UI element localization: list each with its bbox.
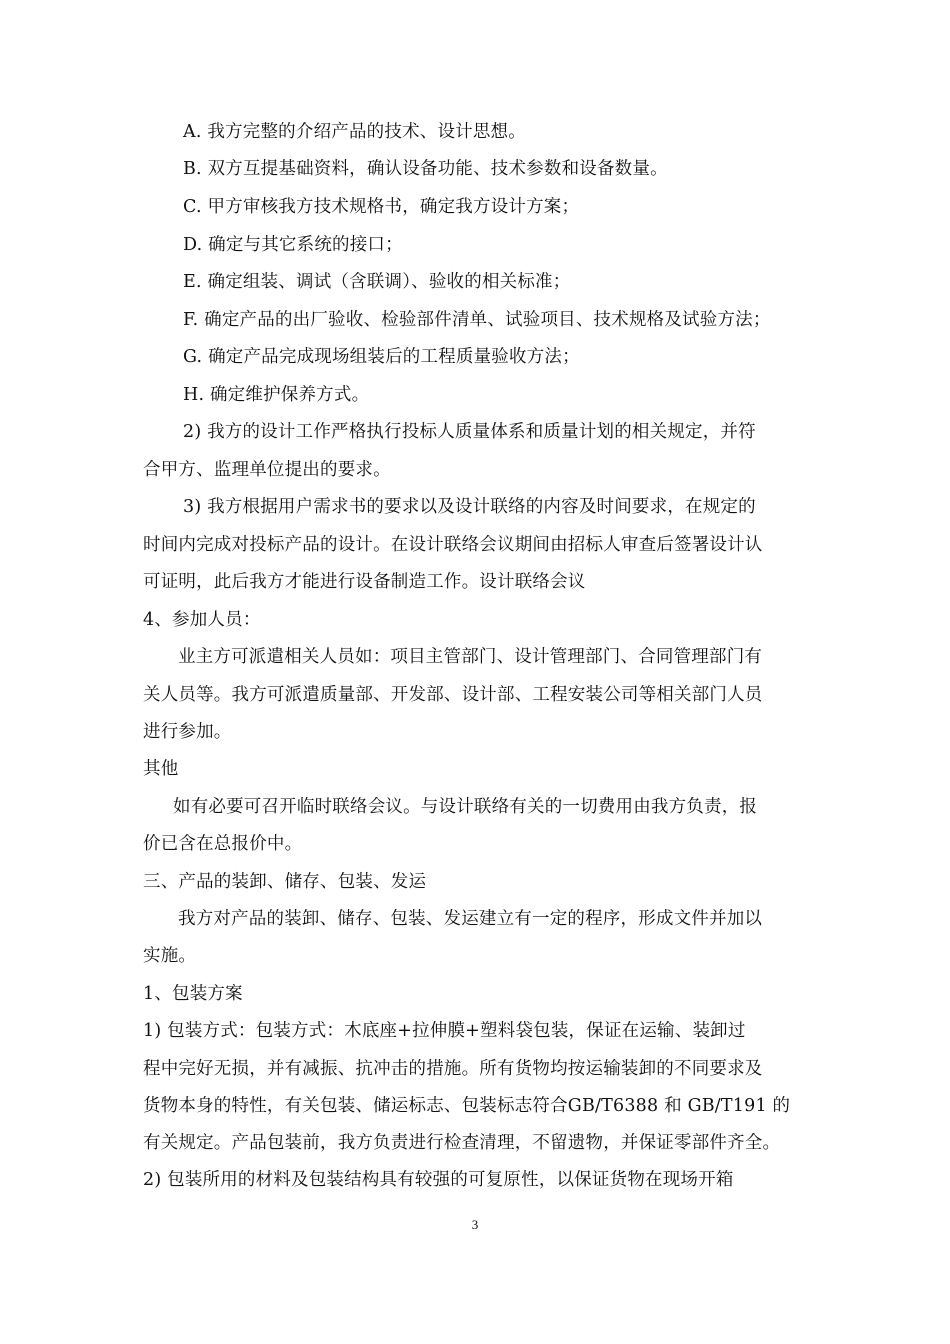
participants-line-3: 进行参加。 — [143, 722, 232, 742]
packaging-1-line-3: 货物本身的特性，有关包装、储运标志、包装标志符合GB/T6388 和 GB/T191 的 — [143, 1096, 791, 1116]
list-item-c: C. 甲方审核我方技术规格书，确定我方设计方案； — [183, 197, 580, 217]
heading-participants: 4、参加人员： — [143, 610, 261, 630]
page-number: 3 — [471, 1217, 479, 1232]
section-3-intro-line-2: 实施。 — [143, 946, 197, 966]
list-item-a: A. 我方完整的介绍产品的技术、设计思想。 — [183, 122, 526, 142]
list-item-d: D. 确定与其它系统的接口； — [183, 235, 403, 255]
section-3-heading: 三、产品的装卸、储存、包装、发运 — [143, 872, 427, 892]
heading-other: 其他 — [143, 759, 179, 779]
list-item-e: E. 确定组装、调试（含联调）、验收的相关标准； — [183, 272, 571, 292]
paragraph-3-line-3: 可证明，此后我方才能进行设备制造工作。设计联络会议 — [143, 572, 586, 592]
participants-line-2: 关人员等。我方可派遣质量部、开发部、设计部、工程安装公司等相关部门人员 — [143, 685, 763, 705]
list-item-f: F. 确定产品的出厂验收、检验部件清单、试验项目、技术规格及试验方法； — [183, 310, 771, 330]
participants-line-1: 业主方可派遣相关人员如：项目主管部门、设计管理部门、合同管理部门有 — [178, 647, 763, 667]
packaging-1-line-4: 有关规定。产品包装前，我方负责进行检查清理，不留遗物，并保证零部件齐全。 — [143, 1133, 781, 1153]
list-item-g: G. 确定产品完成现场组装后的工程质量验收方法； — [183, 347, 580, 367]
packaging-1-line-1: 1) 包装方式：包装方式：木底座+拉伸膜+塑料袋包装，保证在运输、装卸过 — [143, 1021, 746, 1041]
other-line-1: 如有必要可召开临时联络会议。与设计联络有关的一切费用由我方负责，报 — [173, 797, 758, 817]
paragraph-2-line-2: 合甲方、监理单位提出的要求。 — [143, 460, 391, 480]
paragraph-2-line-1: 2) 我方的设计工作严格执行投标人质量体系和质量计划的相关规定，并符 — [183, 422, 756, 442]
paragraph-3-line-2: 时间内完成对投标产品的设计。在设计联络会议期间由招标人审查后签署设计认 — [143, 535, 763, 555]
list-item-b: B. 双方互提基础资料，确认设备功能、技术参数和设备数量。 — [183, 159, 668, 179]
list-item-h: H. 确定维护保养方式。 — [183, 385, 370, 405]
packaging-heading: 1、包装方案 — [143, 984, 243, 1004]
paragraph-3-line-1: 3) 我方根据用户需求书的要求以及设计联络的内容及时间要求，在规定的 — [183, 497, 756, 517]
packaging-2-line-1: 2) 包装所用的材料及包装结构具有较强的可复原性，以保证货物在现场开箱 — [143, 1170, 734, 1190]
packaging-1-line-2: 程中完好无损，并有减振、抗冲击的措施。所有货物均按运输装卸的不同要求及 — [143, 1059, 763, 1079]
other-line-2: 价已含在总报价中。 — [143, 834, 303, 854]
section-3-intro-line-1: 我方对产品的装卸、储存、包装、发运建立有一定的程序，形成文件并加以 — [178, 909, 763, 929]
